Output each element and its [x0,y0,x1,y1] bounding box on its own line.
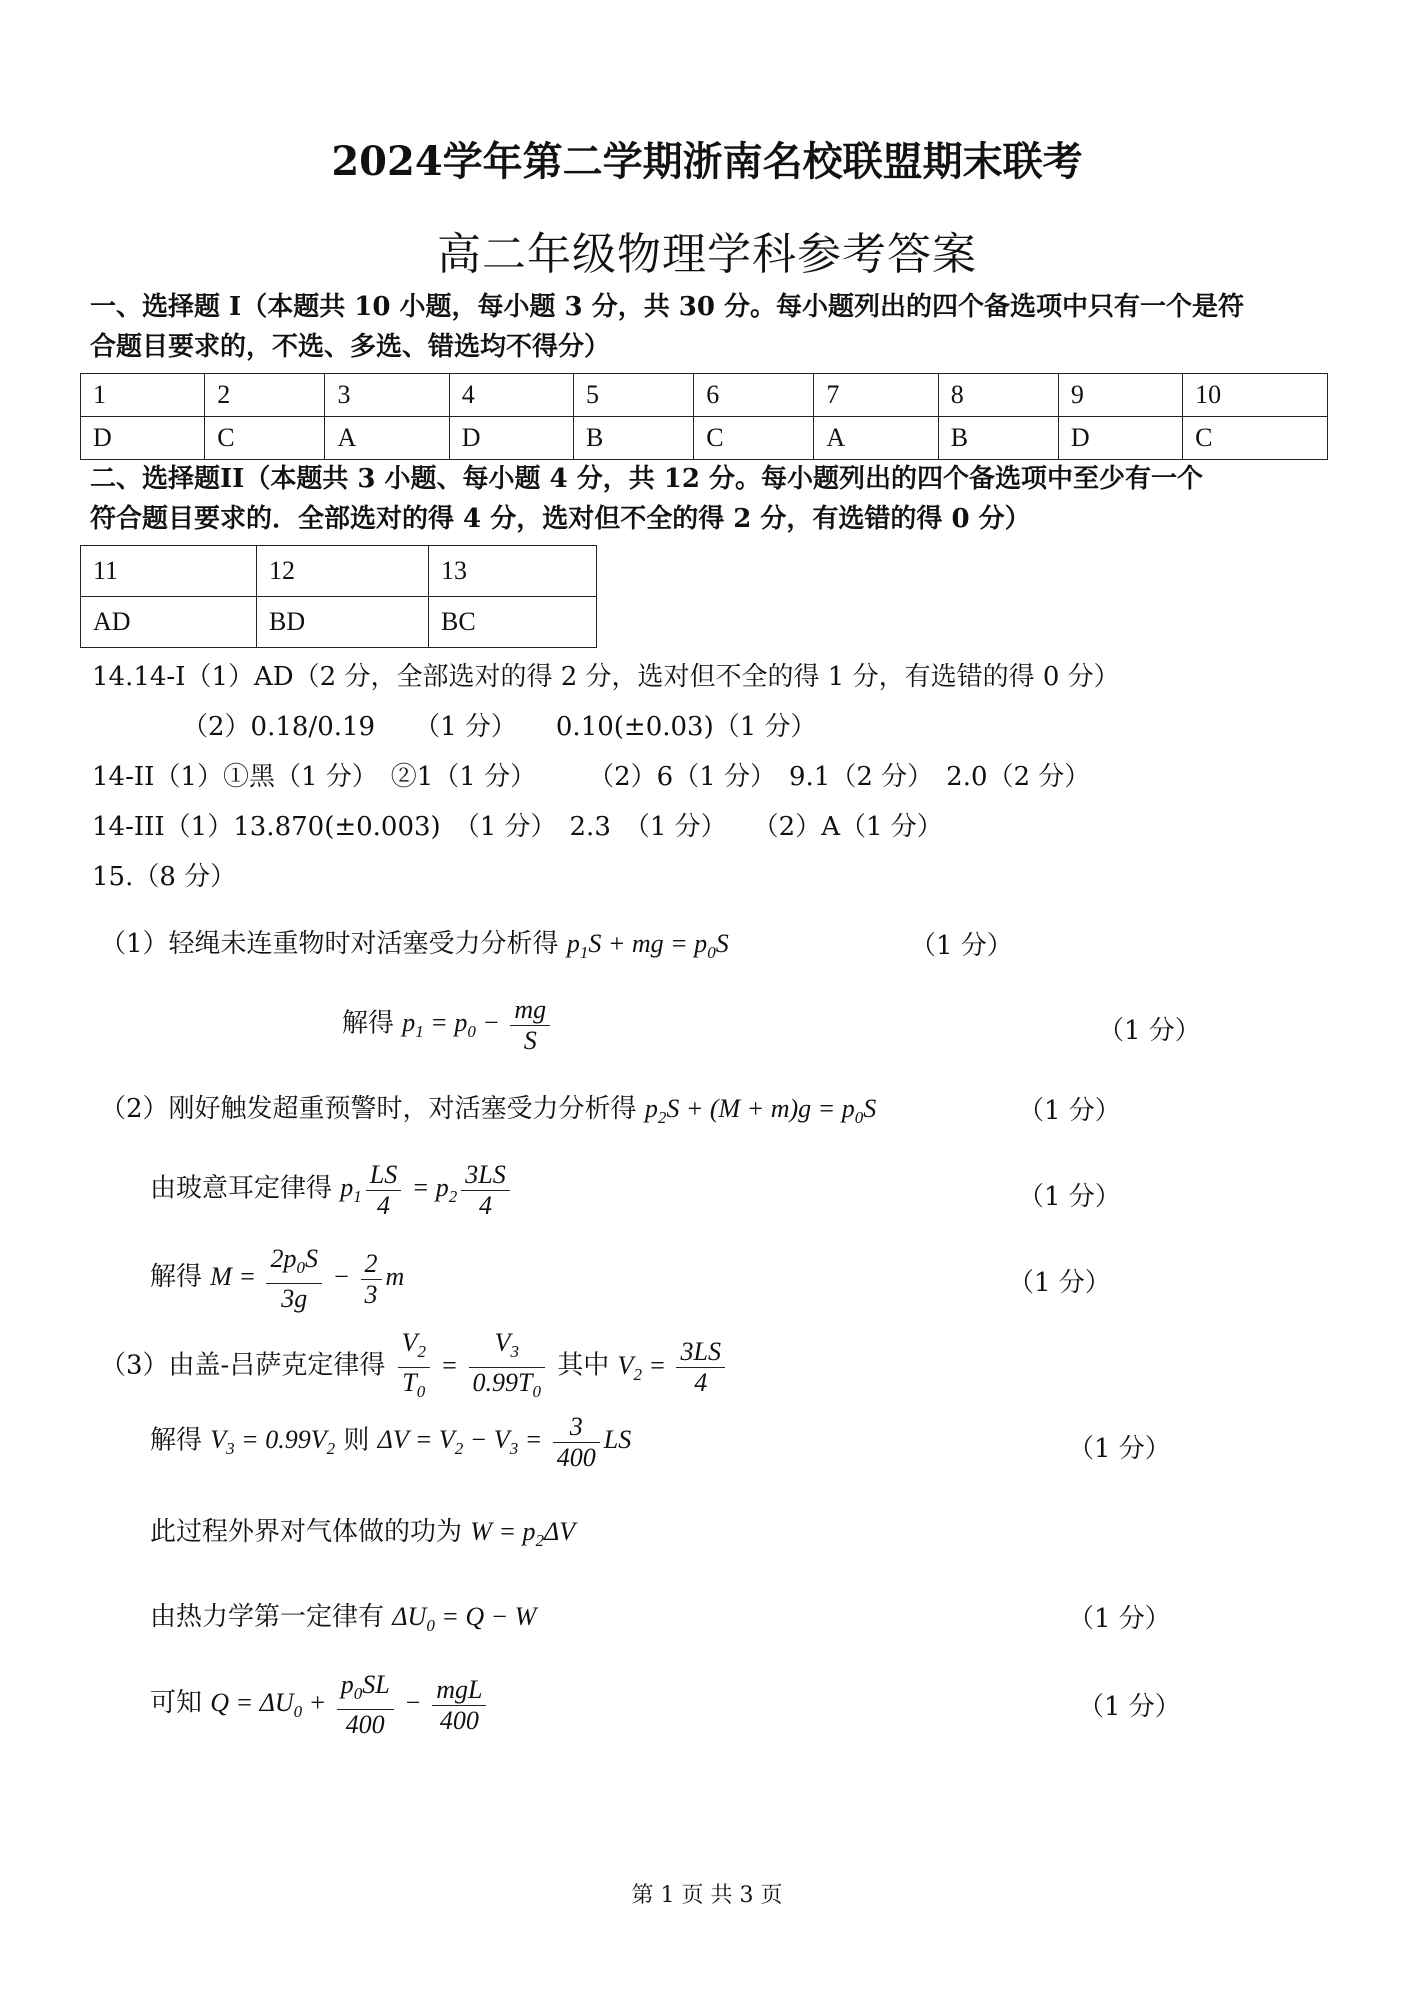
step-text: 解得 [342,1008,395,1039]
q15-step1 [100,925,729,972]
q14-line1: 14.14-I（1）AD（2 分，全部选对的得 2 分，选对但不全的得 1 分，有选错的得 0 分） [92,662,1120,692]
answer-title: 高二年级物理学科参考答案 [437,229,977,280]
step-text: （3）由盖-吕萨克定律得 [100,1350,386,1381]
score: （1 分） [1068,1434,1171,1464]
table-cell: B [574,417,694,460]
table-row-numbers [81,374,1328,417]
table-cell: C [694,417,814,460]
table-cell: B [938,417,1058,460]
formula: $p_2S + (M + m)g = p_0S$ [644,1094,877,1128]
q15-step1-solve [342,995,554,1056]
formula: $\frac{V_2}{T_0}$ = $\frac{V_3}{0.99T_0}$ [394,1351,549,1380]
table-cell: 12 [257,546,429,597]
table-cell: 6 [694,374,814,417]
sec1-heading-line1: 一、选择题 I（本题共 10 小题，每小题 3 分，共 30 分。每小题列出的四个备选项中只有一个是符 [90,292,1244,322]
choice-table-1 [80,373,1328,460]
choice-table-2 [80,545,597,648]
table-cell: 8 [938,374,1058,417]
score: （1 分） [1018,1096,1121,1126]
table-cell: 1 [81,374,205,417]
formula: M = $\frac{2p_0S}{3g}$ − $\frac{2}{3}$ m [210,1244,405,1314]
q15-step2 [100,1090,876,1137]
step-text: 此过程外界对气体做的功为 [150,1517,463,1547]
score: （1 分） [1018,1182,1121,1212]
table-cell: 13 [429,546,597,597]
q15-step3 [100,1328,729,1407]
formula: $p_1S$ + mg = $p_0S$ [566,929,729,963]
formula: $W = p_2\Delta V$ [470,1517,576,1551]
table-cell: 4 [449,374,573,417]
table-cell: 3 [325,374,449,417]
step-text: 由玻意耳定律得 [150,1173,333,1204]
step-text: 其中 [557,1350,610,1381]
table-cell: BC [429,597,597,648]
page-footer: 第 1 页 共 3 页 [631,1883,783,1908]
table-cell: D [81,417,205,460]
q15-step3-result [150,1670,490,1740]
formula: $\Delta U_0 = Q - W$ [392,1602,537,1636]
formula: $\Delta V = V_2 - V_3$ = $\frac{3}{400}$ LS [377,1412,632,1472]
score: （1 分） [1098,1016,1201,1046]
table-cell: AD [81,597,257,648]
table-row-numbers [81,546,597,597]
q14-line3: 14-II（1）①黑（1 分） ②1（1 分） （2）6（1 分） 9.1（2 分） 2.0（2 分） [92,762,1091,792]
table-row-answers [81,597,597,648]
table-cell: A [814,417,938,460]
table-cell: 2 [205,374,325,417]
sec2-heading-line2: 符合题目要求的．全部选对的得 4 分，选对但不全的得 2 分，有选错的得 0 分） [90,504,1031,534]
step-text: 可知 [150,1688,203,1719]
step-text: 由热力学第一定律有 [150,1602,385,1632]
step-text: （1）轻绳未连重物时对活塞受力分析得 [100,929,559,959]
score: （1 分） [1008,1268,1111,1298]
formula: $V_2$ = $\frac{3LS}{4}$ [618,1351,729,1380]
q15-step2-boyle [150,1160,514,1221]
step-text: 解得 [150,1425,203,1456]
table-cell: 10 [1183,374,1328,417]
q15-step3-solve [150,1412,631,1473]
table-cell: D [1058,417,1182,460]
formula: $Q = \Delta U_0$ + $\frac{p_0SL}{400}$ − $\frac{\text{mgL}}{400}$ [210,1688,490,1717]
q14-line4: 14-III（1）13.870(±0.003) （1 分） 2.3 （1 分） （2）A（1 分） [92,812,943,842]
q15-step3-first-law [150,1598,536,1645]
sec1-heading-line2: 合题目要求的，不选、多选、错选均不得分） [90,332,611,362]
q15-step3-work [150,1513,575,1560]
formula: $V_3 = 0.99V_2$ [210,1425,336,1459]
table-cell: A [325,417,449,460]
score: （1 分） [910,931,1013,961]
step-text: （2）刚好触发超重预警时，对活塞受力分析得 [100,1094,637,1124]
sec2-heading-line1: 二、选择题II（本题共 3 小题、每小题 4 分，共 12 分。每小题列出的四个备选项中至少有一个 [90,464,1203,494]
formula: $p_1 = p_0$ − $\frac{mg}{S}$ [402,1008,554,1037]
step-text: 解得 [150,1262,203,1293]
step-text: 则 [343,1425,370,1456]
table-cell: 11 [81,546,257,597]
table-cell: C [1183,417,1328,460]
table-cell: 5 [574,374,694,417]
table-cell: C [205,417,325,460]
q14-line2: （2）0.18/0.19 （1 分） 0.10(±0.03)（1 分） [182,712,817,742]
q15-step2-solve [150,1244,404,1314]
table-cell: 7 [814,374,938,417]
table-cell: BD [257,597,429,648]
table-row-answers [81,417,1328,460]
q15-heading: 15.（8 分） [92,862,237,892]
formula: $p_1$ $\frac{LS}{4}$ = $p_2$ $\frac{3LS}{4}$ [340,1173,513,1202]
table-cell: D [449,417,573,460]
exam-title: 2024学年第二学期浙南名校联盟期末联考 [331,138,1083,185]
score: （1 分） [1068,1604,1171,1634]
score: （1 分） [1078,1692,1181,1722]
table-cell: 9 [1058,374,1182,417]
